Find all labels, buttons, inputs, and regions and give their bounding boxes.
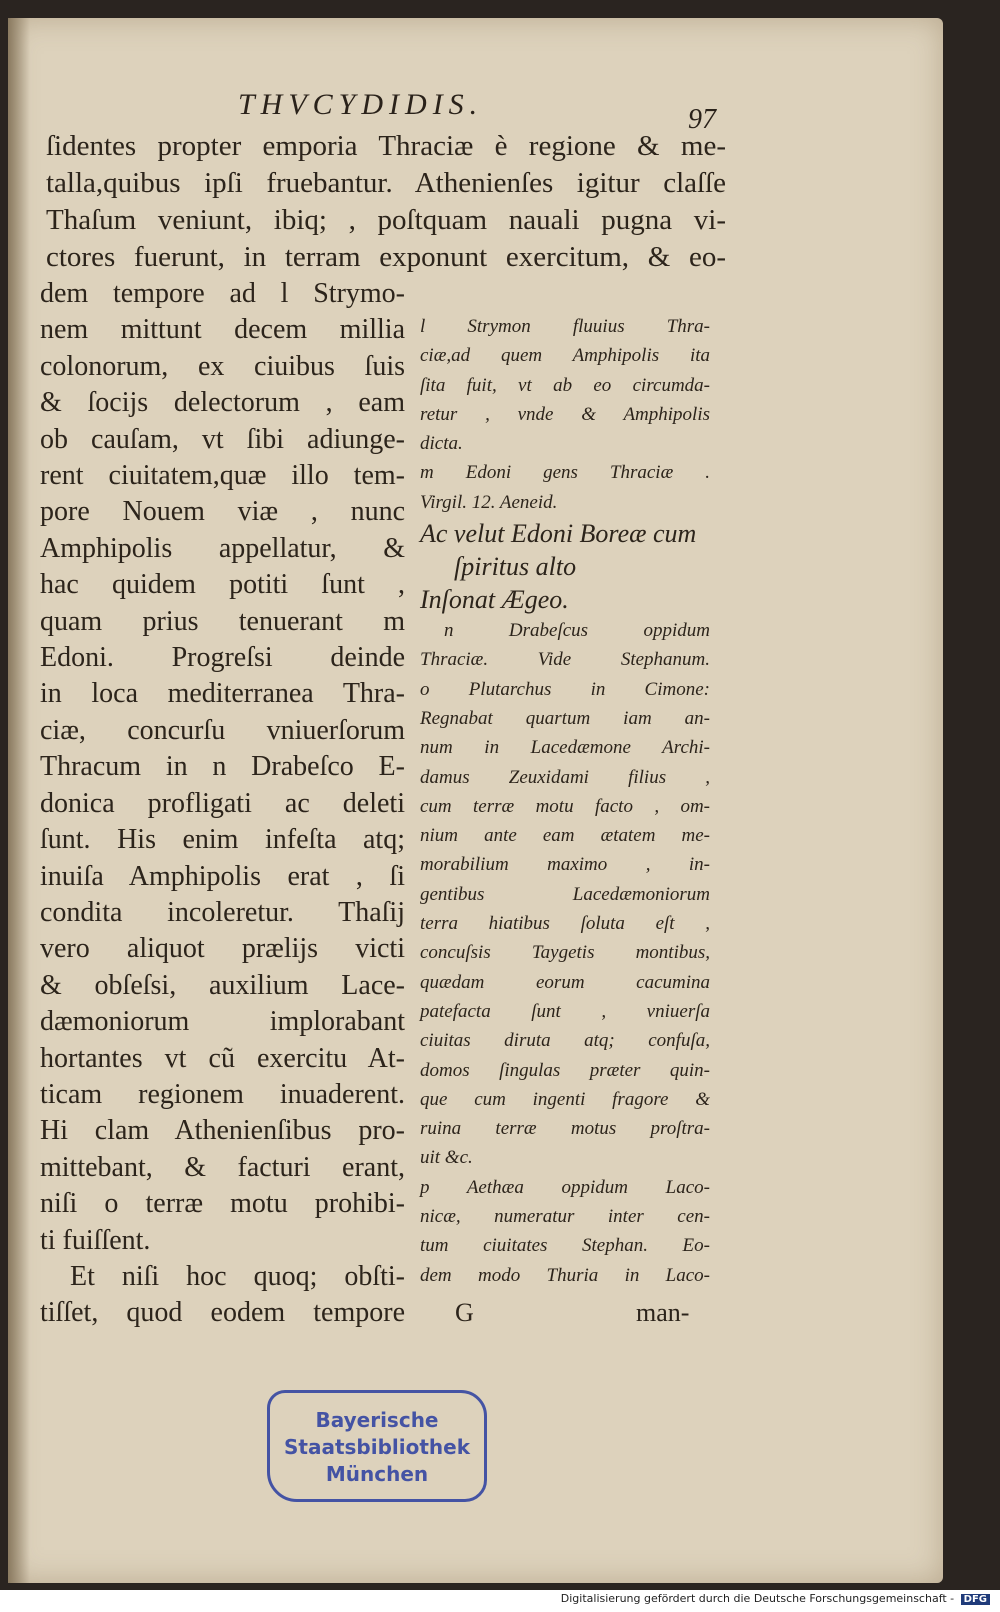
text-line: ctores fuerunt, in terram exponunt exercitum, & eo- bbox=[46, 241, 726, 273]
note-line: m Edoni gens Thraciæ . bbox=[420, 462, 710, 484]
note-line: concuſsis Taygetis montibus, bbox=[420, 942, 710, 964]
text-line: Edoni. Progreſsi deinde bbox=[40, 642, 405, 674]
signature-mark: G bbox=[455, 1298, 474, 1327]
digitization-footer bbox=[561, 1592, 990, 1605]
text-line: & ſocijs delectorum , eam bbox=[40, 387, 405, 419]
running-head: THVCYDIDIS. bbox=[238, 88, 484, 121]
text-line: talla,quibus ipſi fruebantur. Athenienſes igitur claſſe bbox=[46, 167, 726, 199]
note-line: nium ante eam ætatem me- bbox=[420, 825, 710, 847]
text-line: colonorum, ex ciuibus ſuis bbox=[40, 350, 405, 382]
stamp-line: München bbox=[325, 1462, 429, 1486]
verse-line: Ac velut Edoni Boreæ cum bbox=[420, 519, 697, 549]
text-line: pore Nouem viæ , nunc bbox=[40, 496, 405, 528]
note-line: Virgil. 12. Aeneid. bbox=[420, 491, 558, 513]
note-line: patefacta ſunt , vniuerſa bbox=[420, 1000, 710, 1022]
text-line: ti fuiſſent. bbox=[40, 1224, 151, 1256]
text-line: quam prius tenuerant m bbox=[40, 605, 405, 637]
note-line: Thraciæ. Vide Stephanum. bbox=[420, 649, 710, 671]
text-line: hac quidem potiti ſunt , bbox=[40, 569, 405, 601]
text-line: inuiſa Amphipolis erat , ſi bbox=[40, 860, 405, 892]
catchword: man- bbox=[636, 1298, 690, 1327]
marginal-notes bbox=[420, 312, 710, 1290]
text-line: Thaſum veniunt, ibiq; , poſtquam nauali pugna vi- bbox=[46, 204, 726, 236]
note-line: morabilium maximo , in- bbox=[420, 854, 710, 876]
text-line: & obſeſsi, auxilium Lace- bbox=[40, 969, 405, 1001]
text-line: dæmoniorum implorabant bbox=[40, 1006, 405, 1038]
note-line: num in Lacedæmone Archi- bbox=[420, 737, 710, 759]
note-line: retur , vnde & Amphipolis bbox=[420, 403, 710, 425]
footer-credit: Digitalisierung gefördert durch die Deutsche Forschungsgemeinschaft - bbox=[560, 1592, 955, 1605]
note-line: p Aethæa oppidum Laco- bbox=[420, 1176, 710, 1198]
main-text-full-width bbox=[46, 128, 726, 276]
note-line: uit &c. bbox=[420, 1147, 473, 1169]
note-line: l Strymon fluuius Thra- bbox=[420, 316, 710, 337]
note-line: dem modo Thuria in Laco- bbox=[420, 1264, 710, 1286]
note-line: ciuitas diruta atq; confuſa, bbox=[420, 1030, 710, 1052]
text-line: ſunt. His enim infeſta atq; bbox=[40, 824, 405, 856]
text-line: tiſſet, quod eodem tempore bbox=[40, 1297, 405, 1329]
stamp-line: Bayerische bbox=[315, 1408, 439, 1432]
text-line: rent ciuitatem,quæ illo tem- bbox=[40, 460, 405, 492]
text-line: ob cauſam, vt ſibi adiunge- bbox=[40, 423, 405, 455]
note-line: ruina terræ motus proſtra- bbox=[420, 1118, 710, 1140]
note-line: terra hiatibus ſoluta eſt , bbox=[420, 913, 710, 935]
text-line: niſi o terræ motu prohibi- bbox=[40, 1188, 405, 1220]
page-gutter-shadow bbox=[8, 18, 30, 1583]
note-line: que cum ingenti fragore & bbox=[420, 1088, 710, 1110]
main-text-column bbox=[40, 276, 405, 1332]
note-line: dicta. bbox=[420, 433, 463, 455]
text-line: ciæ, concurſu vniuerſorum bbox=[40, 714, 405, 746]
dfg-logo: DFG bbox=[961, 1594, 990, 1605]
text-line: in loca mediterranea Thra- bbox=[40, 678, 405, 710]
text-line: condita incoleretur. Thaſij bbox=[40, 896, 405, 928]
verse-line: ſpiritus alto bbox=[454, 552, 577, 582]
text-line: nem mittunt decem millia bbox=[40, 314, 405, 346]
text-line: mittebant, & facturi erant, bbox=[40, 1151, 405, 1183]
note-line: o Plutarchus in Cimone: bbox=[420, 678, 710, 700]
note-line: cum terræ motu facto , om- bbox=[420, 795, 710, 817]
text-line: dem tempore ad l Strymo- bbox=[40, 278, 405, 309]
text-line: hortantes vt cũ exercitu At- bbox=[40, 1042, 405, 1074]
text-line: donica profligati ac deleti bbox=[40, 787, 405, 819]
text-line: Hi clam Athenienſibus pro- bbox=[40, 1115, 405, 1147]
note-line: nicæ, numeratur inter cen- bbox=[420, 1206, 710, 1228]
note-line: Regnabat quartum iam an- bbox=[420, 707, 710, 729]
page-number: 97 bbox=[688, 104, 716, 135]
note-line: tum ciuitates Stephan. Eo- bbox=[420, 1235, 710, 1257]
text-line: Et niſi hoc quoq; obſti- bbox=[70, 1260, 405, 1292]
note-line: ciæ,ad quem Amphipolis ita bbox=[420, 345, 710, 367]
note-line: ſita fuit, vt ab eo circumda- bbox=[420, 374, 710, 396]
text-line: vero aliquot prælijs victi bbox=[40, 933, 405, 965]
text-line: ticam regionem inuaderent. bbox=[40, 1078, 405, 1110]
text-line: Amphipolis appellatur, & bbox=[40, 532, 405, 564]
note-line: n Drabeſcus oppidum bbox=[444, 620, 710, 642]
note-line: gentibus Lacedæmoniorum bbox=[420, 883, 710, 905]
verse-line: Inſonat Ægeo. bbox=[420, 585, 569, 615]
library-stamp bbox=[267, 1390, 487, 1502]
note-line: domos ſingulas præter quin- bbox=[420, 1059, 710, 1081]
note-line: damus Zeuxidami filius , bbox=[420, 766, 710, 788]
note-line: quædam eorum cacumina bbox=[420, 971, 710, 993]
text-line: ſidentes propter emporia Thraciæ è regione & me- bbox=[46, 130, 726, 162]
stamp-line: Staatsbibliothek bbox=[283, 1435, 471, 1459]
text-line: Thracum in n Drabeſco E- bbox=[40, 751, 405, 783]
